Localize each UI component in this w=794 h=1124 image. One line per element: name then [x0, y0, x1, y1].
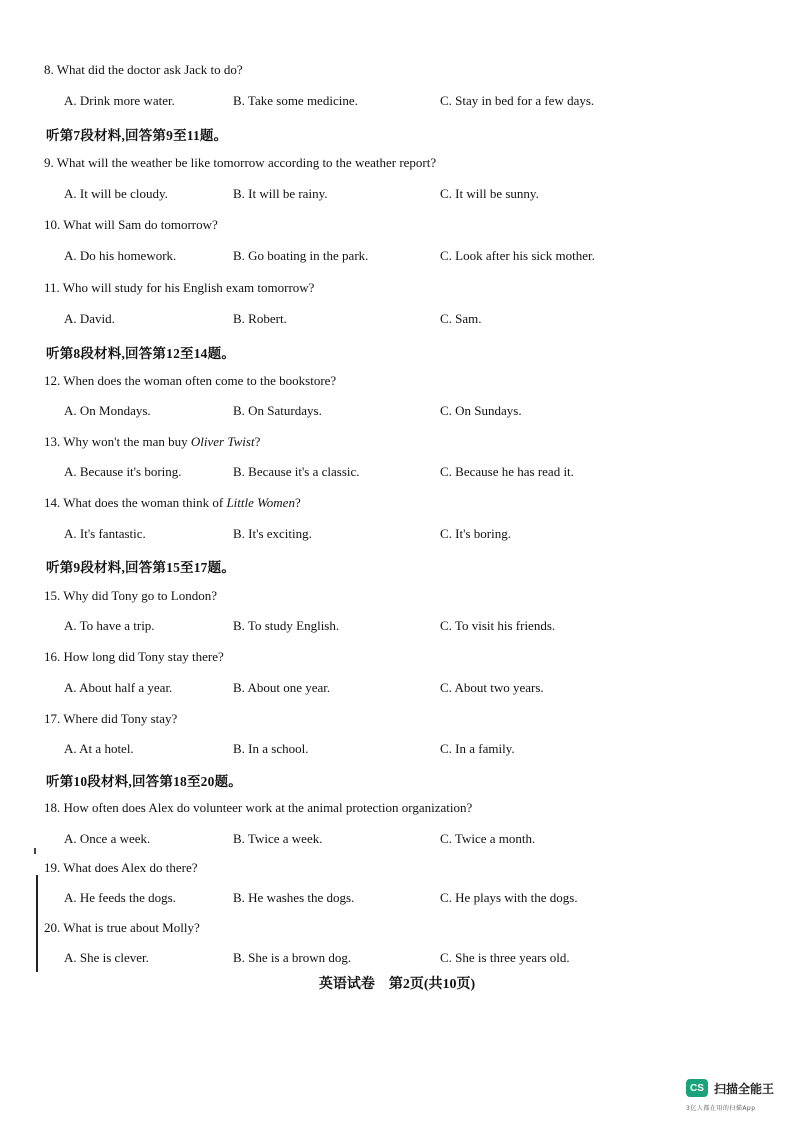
book-title-little-women: Little Women: [226, 495, 295, 510]
q12: 12. When does the woman often come to the bookstore?: [44, 373, 337, 388]
q20-option-c: C. She is three years old.: [440, 950, 570, 965]
q16-option-c: C. About two years.: [440, 680, 544, 695]
q17: 17. Where did Tony stay?: [44, 711, 178, 726]
book-title-oliver-twist: Oliver Twist: [190, 434, 255, 449]
scanner-app-name: 扫描全能王: [714, 1081, 775, 1096]
q15: 15. Why did Tony go to London?: [44, 588, 218, 603]
q18: 18. How often does Alex do volunteer work at the animal protection organization?: [44, 800, 473, 815]
q12-option-a: A. On Mondays.: [64, 403, 151, 418]
q12-option-b: B. On Saturdays.: [233, 403, 322, 418]
q17-option-a: A. At a hotel.: [64, 741, 134, 756]
scanner-watermark: [686, 1079, 774, 1097]
q11: 11. Who will study for his English exam tomorrow?: [44, 280, 315, 295]
q17-option-b: B. In a school.: [233, 741, 309, 756]
section-header-9: 听第9段材料,回答第15至17题。: [46, 560, 236, 575]
q18-option-a: A. Once a week.: [64, 831, 151, 846]
q14-option-a: A. It's fantastic.: [64, 526, 146, 541]
q17-option-c: C. In a family.: [440, 741, 515, 756]
q9-option-b: B. It will be rainy.: [233, 186, 328, 201]
page-footer: 英语试卷 第2页(共10页): [318, 977, 476, 992]
q8-option-b: B. Take some medicine.: [233, 93, 358, 108]
q19: 19. What does Alex do there?: [44, 860, 198, 875]
camscanner-logo-icon: CS: [686, 1079, 708, 1097]
q16-option-b: B. About one year.: [233, 680, 331, 695]
q13-option-a: A. Because it's boring.: [64, 464, 182, 479]
q20: 20. What is true about Molly?: [44, 920, 200, 935]
q19-option-a: A. He feeds the dogs.: [64, 890, 176, 905]
q13: 13. Why won't the man buy Oliver Twist?: [44, 434, 261, 449]
section-header-8: 听第8段材料,回答第12至14题。: [46, 346, 236, 361]
scanner-tagline: 3亿人都在用的扫描App: [686, 1105, 756, 1112]
q16-option-a: A. About half a year.: [64, 680, 173, 695]
q20-option-a: A. She is clever.: [64, 950, 149, 965]
q9-option-a: A. It will be cloudy.: [64, 186, 168, 201]
q11-option-b: B. Robert.: [233, 311, 287, 326]
q8: 8. What did the doctor ask Jack to do?: [44, 62, 243, 77]
q14-option-c: C. It's boring.: [440, 526, 511, 541]
q13-option-c: C. Because he has read it.: [440, 464, 574, 479]
q13-option-b: B. Because it's a classic.: [233, 464, 360, 479]
q8-option-c: C. Stay in bed for a few days.: [440, 93, 595, 108]
q14: 14. What does the woman think of Little Women?: [44, 495, 301, 510]
q8-option-a: A. Drink more water.: [64, 93, 175, 108]
q15-option-c: C. To visit his friends.: [440, 618, 556, 633]
q10: 10. What will Sam do tomorrow?: [44, 217, 218, 232]
q19-option-b: B. He washes the dogs.: [233, 890, 355, 905]
q18-option-b: B. Twice a week.: [233, 831, 323, 846]
q15-option-b: B. To study English.: [233, 618, 340, 633]
q15-option-a: A. To have a trip.: [64, 618, 155, 633]
section-header-10: 听第10段材料,回答第18至20题。: [46, 774, 242, 789]
scan-margin-mark: [34, 848, 36, 854]
q10-option-a: A. Do his homework.: [64, 248, 177, 263]
scan-margin-line: [36, 875, 38, 972]
q18-option-c: C. Twice a month.: [440, 831, 536, 846]
q19-option-c: C. He plays with the dogs.: [440, 890, 578, 905]
q16: 16. How long did Tony stay there?: [44, 649, 224, 664]
q14-option-b: B. It's exciting.: [233, 526, 312, 541]
q10-option-b: B. Go boating in the park.: [233, 248, 369, 263]
section-header-7: 听第7段材料,回答第9至11题。: [46, 128, 228, 143]
q11-option-a: A. David.: [64, 311, 115, 326]
q9-option-c: C. It will be sunny.: [440, 186, 539, 201]
q9: 9. What will the weather be like tomorrow according to the weather report?: [44, 155, 437, 170]
q10-option-c: C. Look after his sick mother.: [440, 248, 595, 263]
q11-option-c: C. Sam.: [440, 311, 482, 326]
q12-option-c: C. On Sundays.: [440, 403, 522, 418]
q20-option-b: B. She is a brown dog.: [233, 950, 352, 965]
